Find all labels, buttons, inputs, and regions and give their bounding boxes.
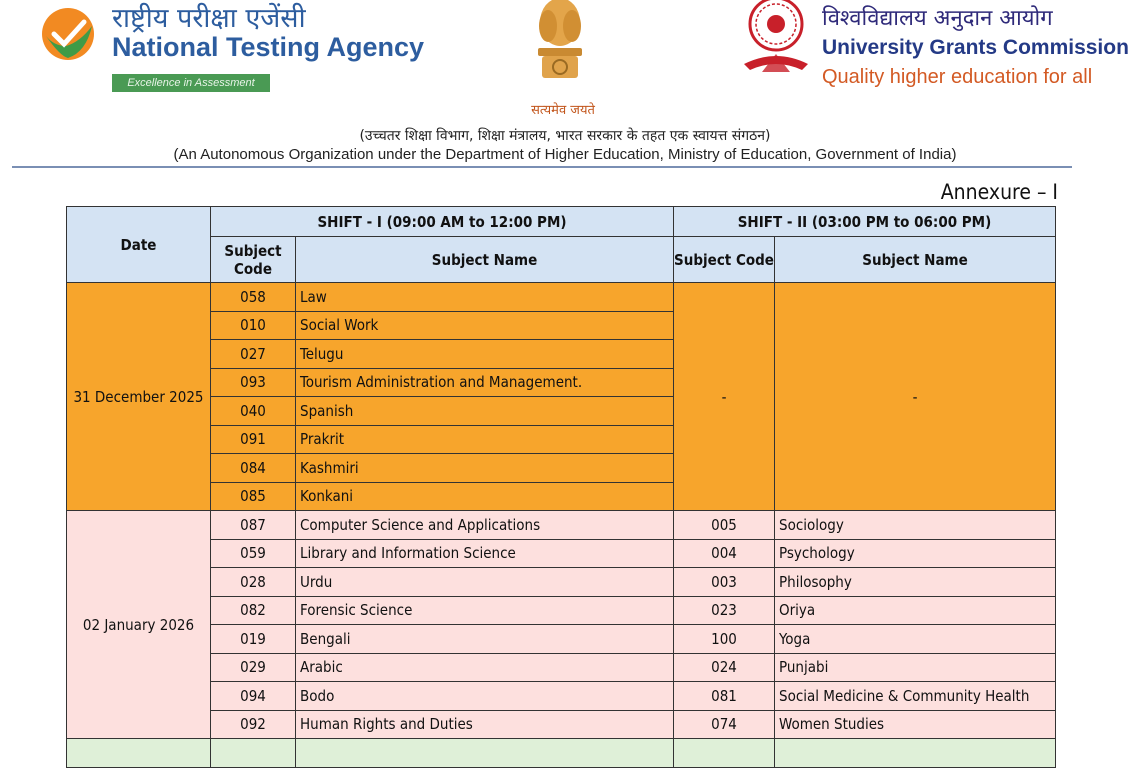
subject-name: Punjabi (775, 653, 1056, 682)
table-row (67, 596, 1056, 625)
subject-code: 040 (211, 397, 296, 426)
header-subject-name-1: Subject Name (296, 237, 674, 283)
subject-code: 082 (211, 596, 296, 625)
ugc-logo-icon (736, 0, 816, 90)
subject-code: 005 (674, 511, 775, 540)
ugc-name: University Grants Commission (822, 36, 1129, 59)
subject-code: 085 (211, 482, 296, 511)
header-shift-1: SHIFT - I (09:00 AM to 12:00 PM) (211, 207, 674, 237)
subject-code: 024 (674, 653, 775, 682)
subject-code: 059 (211, 539, 296, 568)
annexure-label: Annexure – I (940, 180, 1058, 204)
date-cell (67, 739, 211, 768)
subject-name (296, 739, 674, 768)
subject-name: Law (296, 283, 674, 312)
table-row (67, 283, 1056, 312)
subject-code: 029 (211, 653, 296, 682)
subject-code: 093 (211, 368, 296, 397)
subject-name: Forensic Science (296, 596, 674, 625)
subject-name: Sociology (775, 511, 1056, 540)
subject-name: Prakrit (296, 425, 674, 454)
subject-name: Social Work (296, 311, 674, 340)
exam-schedule-table (66, 206, 1056, 768)
subject-name: Arabic (296, 653, 674, 682)
header-subject-code-1-line2: Code (234, 259, 272, 278)
subject-code: 081 (674, 682, 775, 711)
subject-code: 087 (211, 511, 296, 540)
subject-code: 028 (211, 568, 296, 597)
subject-name: Oriya (775, 596, 1056, 625)
table-row-partial (67, 739, 1056, 768)
subject-name: Konkani (296, 482, 674, 511)
subject-code: 010 (211, 311, 296, 340)
header-subject-code-1 (211, 237, 296, 283)
header-subject-code-2: Subject Code (674, 237, 775, 283)
subject-code: 094 (211, 682, 296, 711)
subject-code (674, 739, 775, 768)
subject-code: 084 (211, 454, 296, 483)
subject-code: 100 (674, 625, 775, 654)
subject-code: 019 (211, 625, 296, 654)
subject-name: Computer Science and Applications (296, 511, 674, 540)
subject-code (211, 739, 296, 768)
nta-name: National Testing Agency (112, 32, 425, 62)
subject-code: 027 (211, 340, 296, 369)
subject-name: Urdu (296, 568, 674, 597)
subject-name: Bengali (296, 625, 674, 654)
emblem-motto: सत्यमेव जयते (531, 103, 595, 118)
subject-name: Telugu (296, 340, 674, 369)
subject-name: Social Medicine & Community Health (775, 682, 1056, 711)
subject-code: 058 (211, 283, 296, 312)
subject-code: 092 (211, 710, 296, 739)
subject-code: 003 (674, 568, 775, 597)
shift2-name-empty: - (775, 283, 1056, 511)
shift2-code-empty: - (674, 283, 775, 511)
table-row (67, 539, 1056, 568)
subtitle-english: (An Autonomous Organization under the Department of Higher Education, Ministry of Education, Government of India) (173, 146, 957, 163)
subject-name: Spanish (296, 397, 674, 426)
subject-name: Library and Information Science (296, 539, 674, 568)
subject-name: Bodo (296, 682, 674, 711)
subject-code: 074 (674, 710, 775, 739)
subject-name: Yoga (775, 625, 1056, 654)
date-cell: 02 January 2026 (67, 511, 211, 739)
table-row (67, 653, 1056, 682)
table-row (67, 682, 1056, 711)
header-subject-name-2: Subject Name (775, 237, 1056, 283)
subject-code: 004 (674, 539, 775, 568)
nta-tagline: Excellence in Assessment (112, 74, 270, 92)
table-row (67, 625, 1056, 654)
date-cell: 31 December 2025 (67, 283, 211, 511)
ugc-tagline: Quality higher education for all (822, 66, 1093, 88)
subject-name (775, 739, 1056, 768)
subject-name: Philosophy (775, 568, 1056, 597)
table-row (67, 568, 1056, 597)
subject-code: 023 (674, 596, 775, 625)
subtitle-hindi: (उच्चतर शिक्षा विभाग, शिक्षा मंत्रालय, भारत सरकार के तहत एक स्वायत्त संगठन) (359, 128, 771, 144)
subject-code: 091 (211, 425, 296, 454)
table-row (67, 710, 1056, 739)
national-emblem-icon (528, 0, 592, 94)
ugc-hindi-name: विश्वविद्यालय अनुदान आयोग (822, 6, 1053, 31)
header-subject-code-1-line1: Subject (224, 241, 282, 260)
table-row (67, 511, 1056, 540)
subject-name: Psychology (775, 539, 1056, 568)
subject-name: Women Studies (775, 710, 1056, 739)
subject-name: Human Rights and Duties (296, 710, 674, 739)
subject-name: Kashmiri (296, 454, 674, 483)
nta-logo-icon (40, 6, 96, 62)
header-date: Date (67, 207, 211, 283)
nta-hindi-name: राष्ट्रीय परीक्षा एजेंसी (112, 3, 306, 34)
subject-name: Tourism Administration and Management. (296, 368, 674, 397)
header-shift-2: SHIFT - II (03:00 PM to 06:00 PM) (674, 207, 1056, 237)
header-divider (12, 166, 1072, 168)
